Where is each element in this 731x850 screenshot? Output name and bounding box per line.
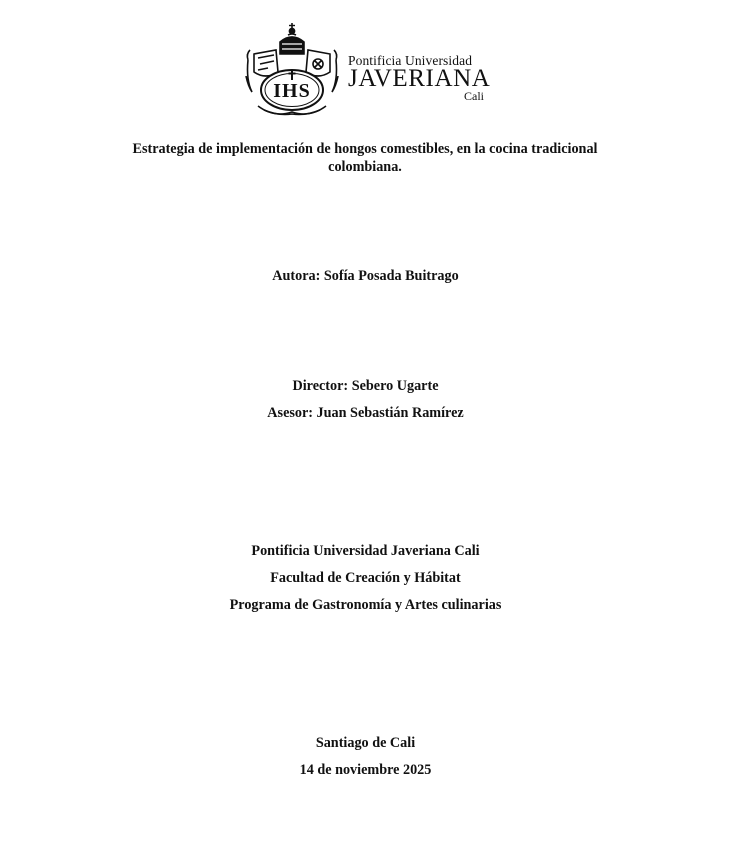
title-line-2: colombiana. [328,159,402,175]
director-line: Director: Sebero Ugarte [292,378,439,394]
place-line: Santiago de Cali [315,735,416,751]
logo-wordmark [348,53,491,103]
program-name: Programa de Gastronomía y Artes culinarias [229,597,502,613]
date-line: 14 de noviembre 2025 [299,762,432,778]
faculty-name: Facultad de Creación y Hábitat [270,570,461,586]
svg-text:IHS: IHS [273,80,311,102]
university-logo [244,20,489,118]
title-line-1: Estrategia de implementación de hongos comestibles, en la cocina tradicional [132,141,598,157]
thesis-title [120,140,610,176]
university-name: Pontificia Universidad Javeriana Cali [251,543,480,559]
logo-line-cali: Cali [464,89,484,103]
jesuit-ihs-seal-icon [244,20,340,118]
logo-line-javeriana: JAVERIANA [348,65,491,92]
logo-line-pontificia: Pontificia Universidad [348,53,473,68]
author-line: Autora: Sofía Posada Buitrago [272,268,459,284]
advisor-line: Asesor: Juan Sebastián Ramírez [267,405,464,421]
